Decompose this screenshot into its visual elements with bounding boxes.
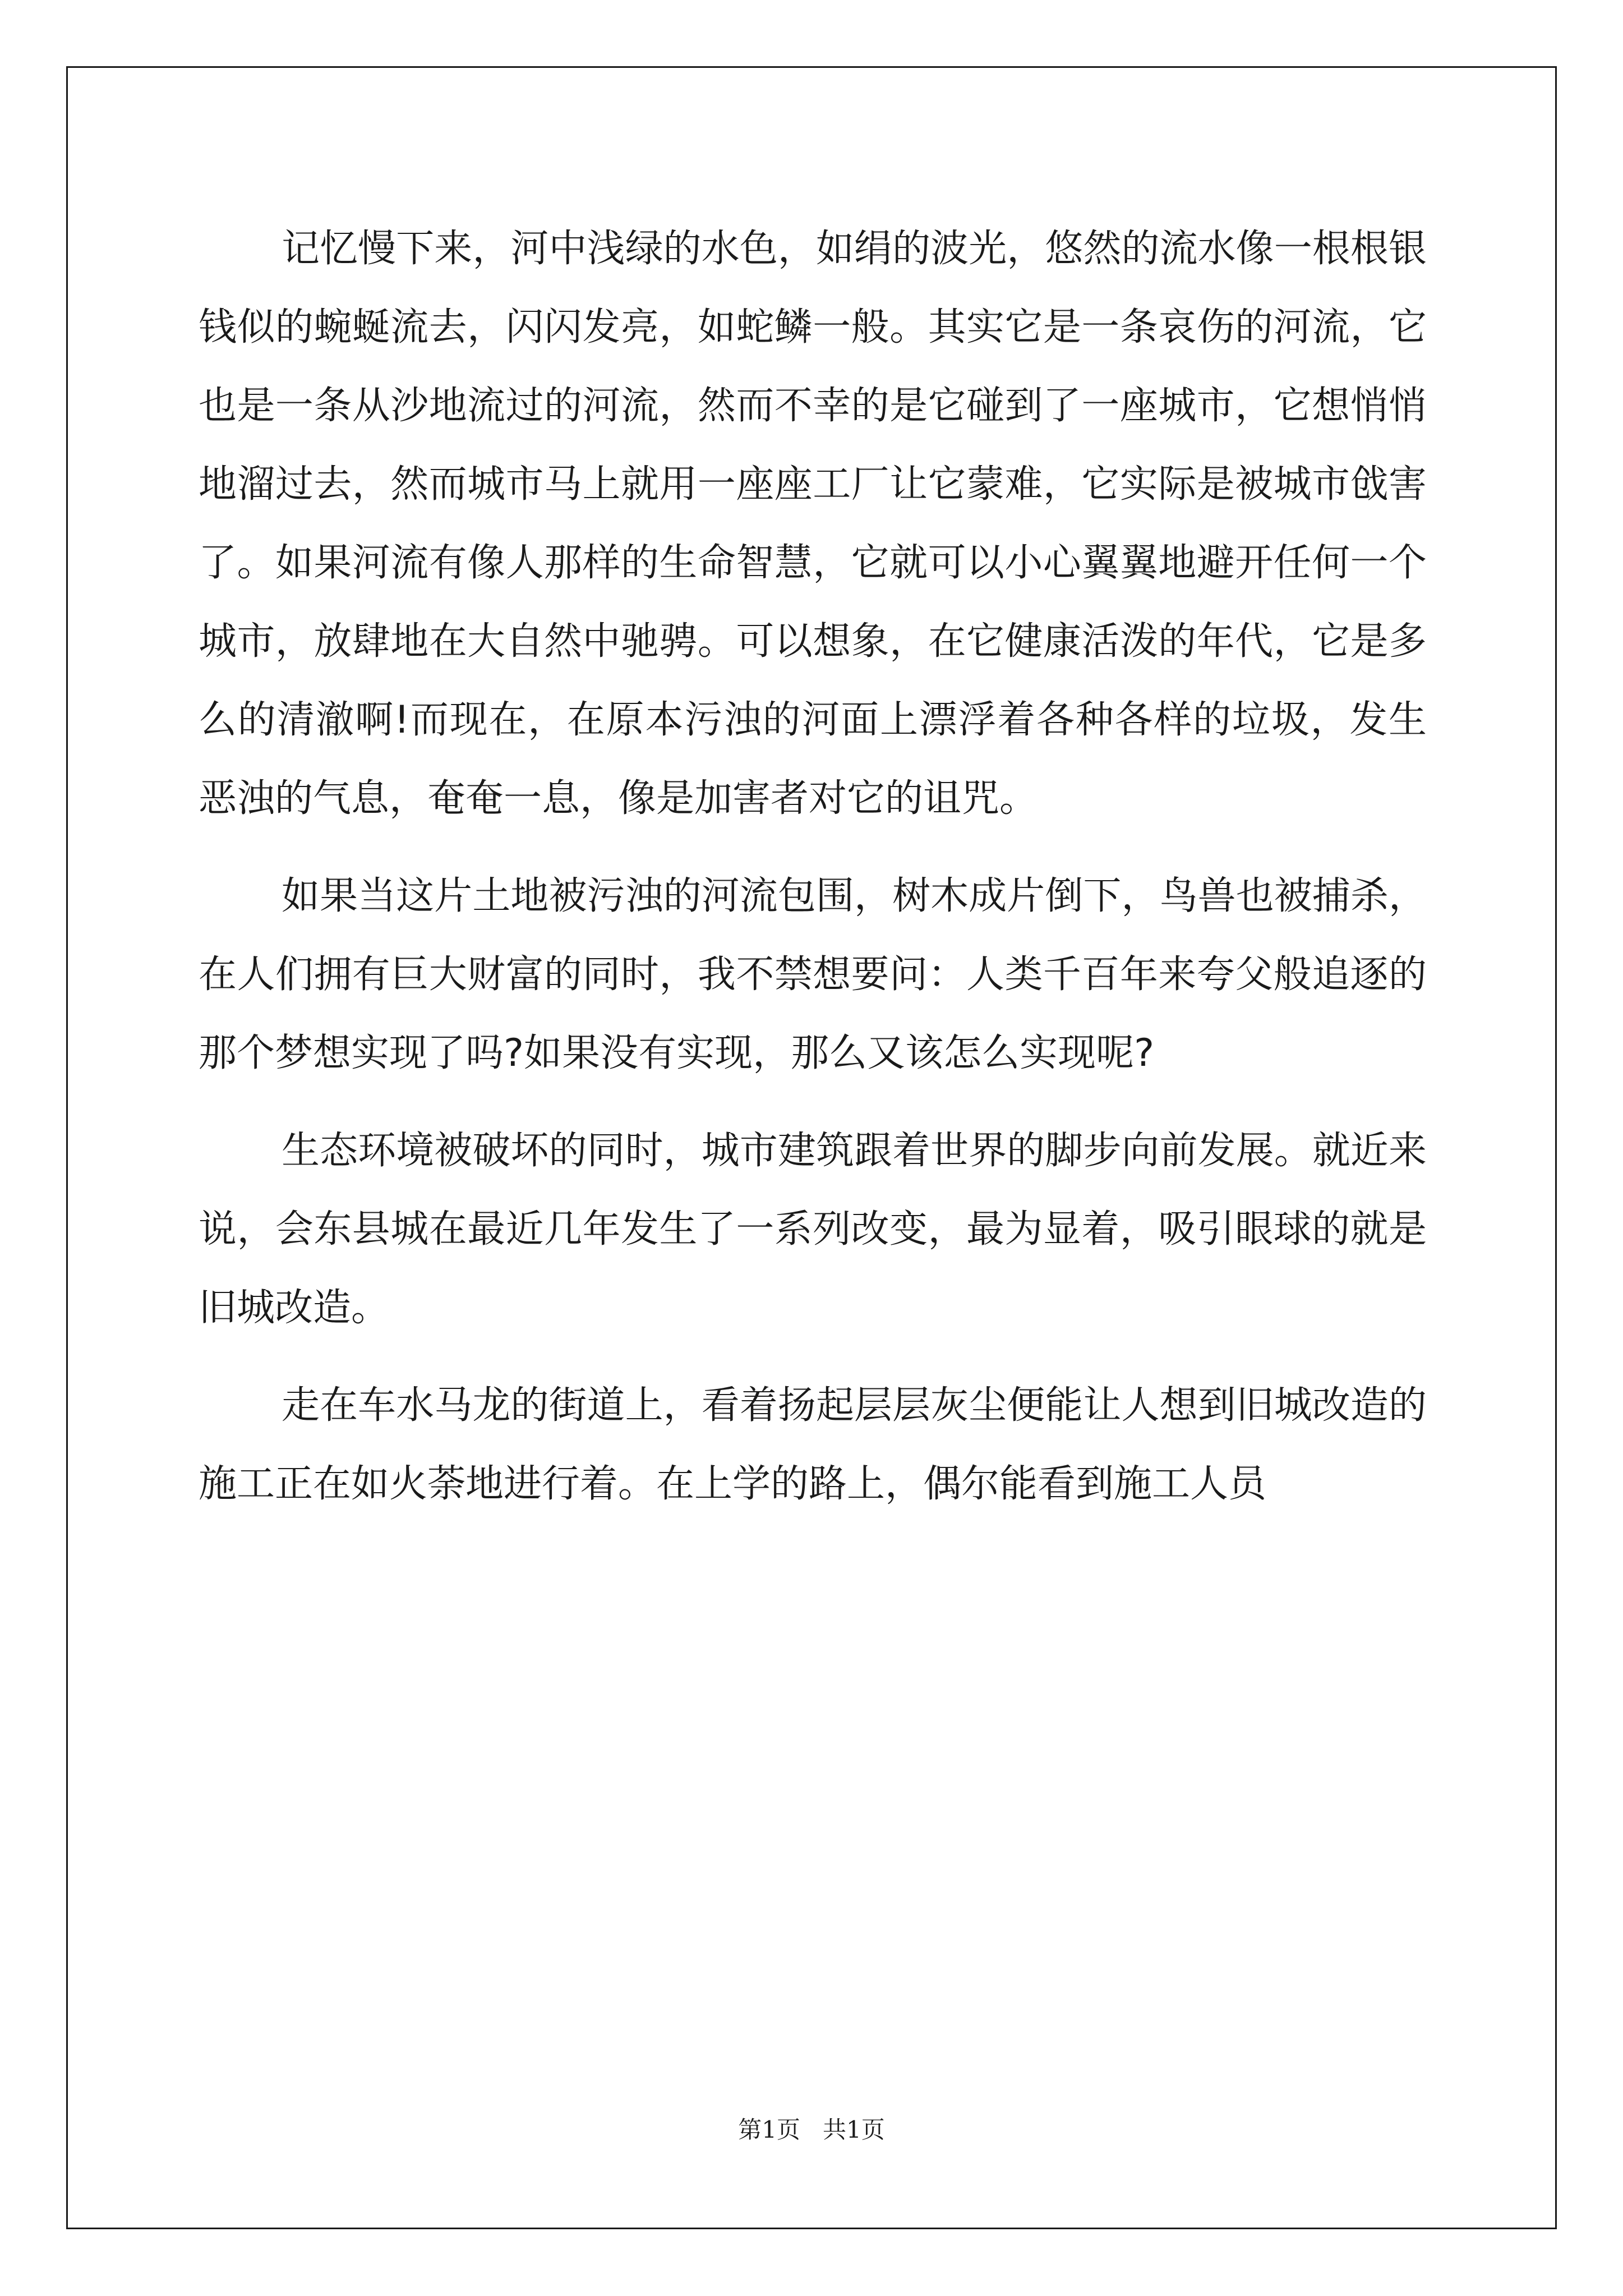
paragraph-3: 生态环境被破坏的同时，城市建筑跟着世界的脚步向前发展。就近来说，会东县城在最近几年发生了一系列改变，最为显着，吸引眼球的就是旧城改造。 [199,1129,1427,1330]
document-body [199,210,1427,1543]
page-number-footer: 第1页 共1页 [738,2116,885,2143]
paragraph-1: 记忆慢下来，河中浅绿的水色，如绢的波光，悠然的流水像一根根银钱似的蜿蜒流去，闪闪发亮，如蛇鳞一般。其实它是一条哀伤的河流，它也是一条从沙地流过的河流，然而不幸的是它碰到了一座城市，它想悄悄地溜过去，然而城市马上就用一座座工厂让它蒙难，它实际是被城市戗害了。如果河流有像人那样的生命智慧，它就可以小心翼翼地避开任何一个城市，放肆地在大自然中驰骋。可以想象，在它健康活泼的年代，它是多么的清澈啊!而现在，在原本污浊的河面上漂浮着各种各样的垃圾，发生恶浊的气息，奄奄一息，像是加害者对它的诅咒。 [199,227,1427,821]
paragraph-2: 如果当这片土地被污浊的河流包围，树木成片倒下，鸟兽也被捕杀，在人们拥有巨大财富的同时，我不禁想要问：人类千百年来夸父般追逐的那个梦想实现了吗?如果没有实现，那么又该怎么实现呢? [199,874,1427,1075]
paragraph-4: 走在车水马龙的街道上，看着扬起层层灰尘便能让人想到旧城改造的施工正在如火荼地进行着。在上学的路上，偶尔能看到施工人员 [199,1383,1427,1506]
